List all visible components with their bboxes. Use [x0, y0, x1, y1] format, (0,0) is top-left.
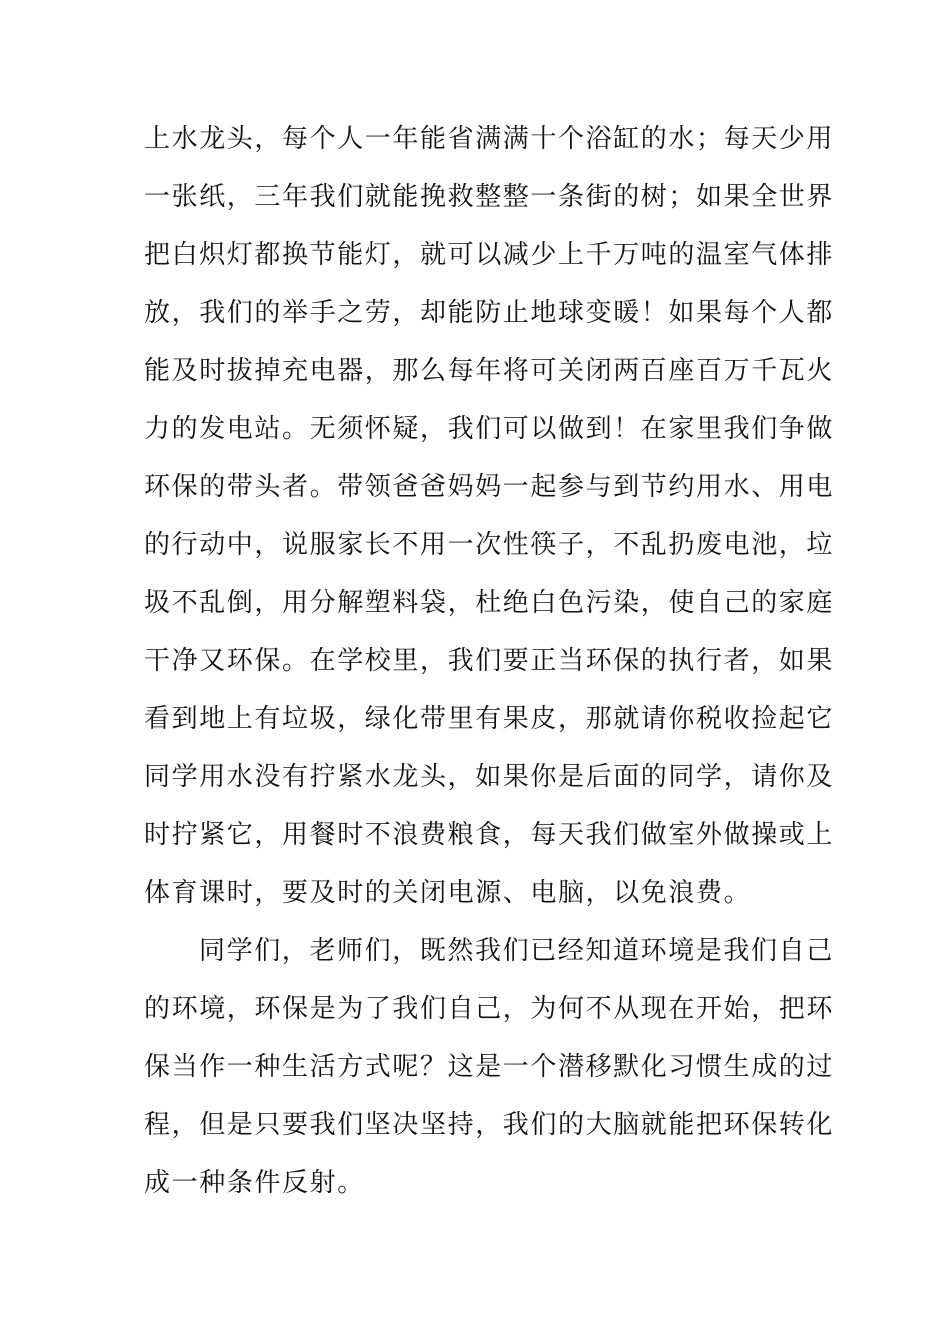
paragraph-1-line: 力的发电站。无须怀疑，我们可以做到！在家里我们争做: [144, 414, 835, 444]
paragraph-1-line: 环保的带头者。带领爸爸妈妈一起参与到节约用水、用电: [144, 472, 835, 502]
paragraph-1-line: 同学用水没有拧紧水龙头，如果你是后面的同学，请你及: [144, 762, 835, 792]
paragraph-2-line: 程，但是只要我们坚决坚持，我们的大脑就能把环保转化: [144, 1110, 835, 1140]
paragraph-1-line: 看到地上有垃圾，绿化带里有果皮，那就请你税收捡起它: [144, 704, 835, 734]
paragraph-1-line: 把白炽灯都换节能灯，就可以减少上千万吨的温室气体排: [144, 240, 835, 270]
paragraph-2-line: 的环境，环保是为了我们自己，为何不从现在开始，把环: [144, 994, 835, 1024]
paragraph-1-line: 圾不乱倒，用分解塑料袋，杜绝白色污染，使自己的家庭: [144, 588, 835, 618]
paragraph-1-line: 的行动中，说服家长不用一次性筷子，不乱扔废电池，垃: [144, 530, 835, 560]
paragraph-1-line: 干净又环保。在学校里，我们要正当环保的执行者，如果: [144, 646, 835, 676]
paragraph-2-line: 保当作一种生活方式呢？这是一个潜移默化习惯生成的过: [144, 1052, 835, 1082]
paragraph-1-line: 一张纸，三年我们就能挽救整整一条街的树；如果全世界: [144, 182, 835, 212]
paragraph-1-line: 上水龙头，每个人一年能省满满十个浴缸的水；每天少用: [144, 124, 835, 154]
paragraph-2-line: 成一种条件反射。: [144, 1168, 365, 1198]
paragraph-1-line: 放，我们的举手之劳，却能防止地球变暖！如果每个人都: [144, 298, 835, 328]
paragraph-1-line: 体育课时，要及时的关闭电源、电脑，以免浪费。: [144, 878, 752, 908]
paragraph-2-line: 同学们，老师们，既然我们已经知道环境是我们自己: [199, 936, 834, 966]
paragraph-1-line: 能及时拔掉充电器，那么每年将可关闭两百座百万千瓦火: [144, 356, 835, 386]
paragraph-1-line: 时拧紧它，用餐时不浪费粮食，每天我们做室外做操或上: [144, 820, 835, 850]
